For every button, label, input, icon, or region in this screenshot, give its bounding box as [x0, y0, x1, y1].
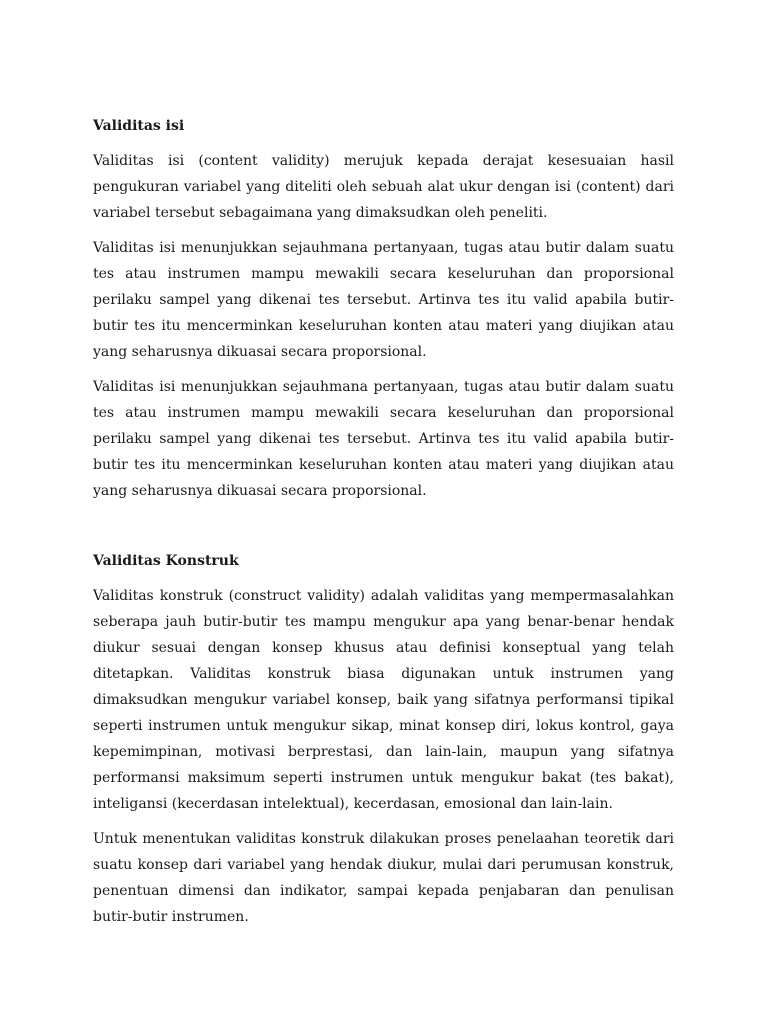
section-validitas-isi: [93, 113, 674, 504]
document-page: [93, 113, 674, 939]
section-heading: Validitas Konstruk: [93, 553, 239, 569]
section-spacer: [93, 513, 674, 548]
section-validitas-konstruk: [93, 548, 674, 930]
paragraph: Validitas isi menunjukkan sejauhmana pertanyaan, tugas atau butir dalam suatu tes atau instrumen mampu mewakili secara keseluruhan dan proporsional perilaku sampel yang dikenai tes tersebut. Artinva tes itu valid apabila butir-butir tes itu mencerminkan keseluruhan konten atau materi yang diujikan atau yang seharusnya dikuasai secara proporsional.: [93, 240, 674, 360]
paragraph: Untuk menentukan validitas konstruk dilakukan proses penelaahan teoretik dari suatu konsep dari variabel yang hendak diukur, mulai dari perumusan konstruk, penentuan dimensi dan indikator, sampai kepada penjabaran dan penulisan butir-butir instrumen.: [93, 831, 674, 925]
paragraph: Validitas konstruk (construct validity) adalah validitas yang mempermasalahkan seberapa jauh butir-butir tes mampu mengukur apa yang benar-benar hendak diukur sesuai dengan konsep khusus atau definisi konseptual yang telah ditetapkan. Validitas konstruk biasa digunakan untuk instrumen yang dimaksudkan mengukur variabel konsep, baik yang sifatnya performansi tipikal seperti instrumen untuk mengukur sikap, minat konsep diri, lokus kontrol, gaya kepemimpinan, motivasi berprestasi, dan lain-lain, maupun yang sifatnya performansi maksimum seperti instrumen untuk mengukur bakat (tes bakat), inteligansi (kecerdasan intelektual), kecerdasan, emosional dan lain-lain.: [93, 588, 674, 812]
paragraph: Validitas isi menunjukkan sejauhmana pertanyaan, tugas atau butir dalam suatu tes atau instrumen mampu mewakili secara keseluruhan dan proporsional perilaku sampel yang dikenai tes tersebut. Artinva tes itu valid apabila butir-butir tes itu mencerminkan keseluruhan konten atau materi yang diujikan atau yang seharusnya dikuasai secara proporsional.: [93, 379, 674, 499]
paragraph: Validitas isi (content validity) merujuk kepada derajat kesesuaian hasil pengukuran variabel yang diteliti oleh sebuah alat ukur dengan isi (content) dari variabel tersebut sebagaimana yang dimaksudkan oleh peneliti.: [93, 153, 674, 221]
section-heading: Validitas isi: [93, 118, 185, 134]
